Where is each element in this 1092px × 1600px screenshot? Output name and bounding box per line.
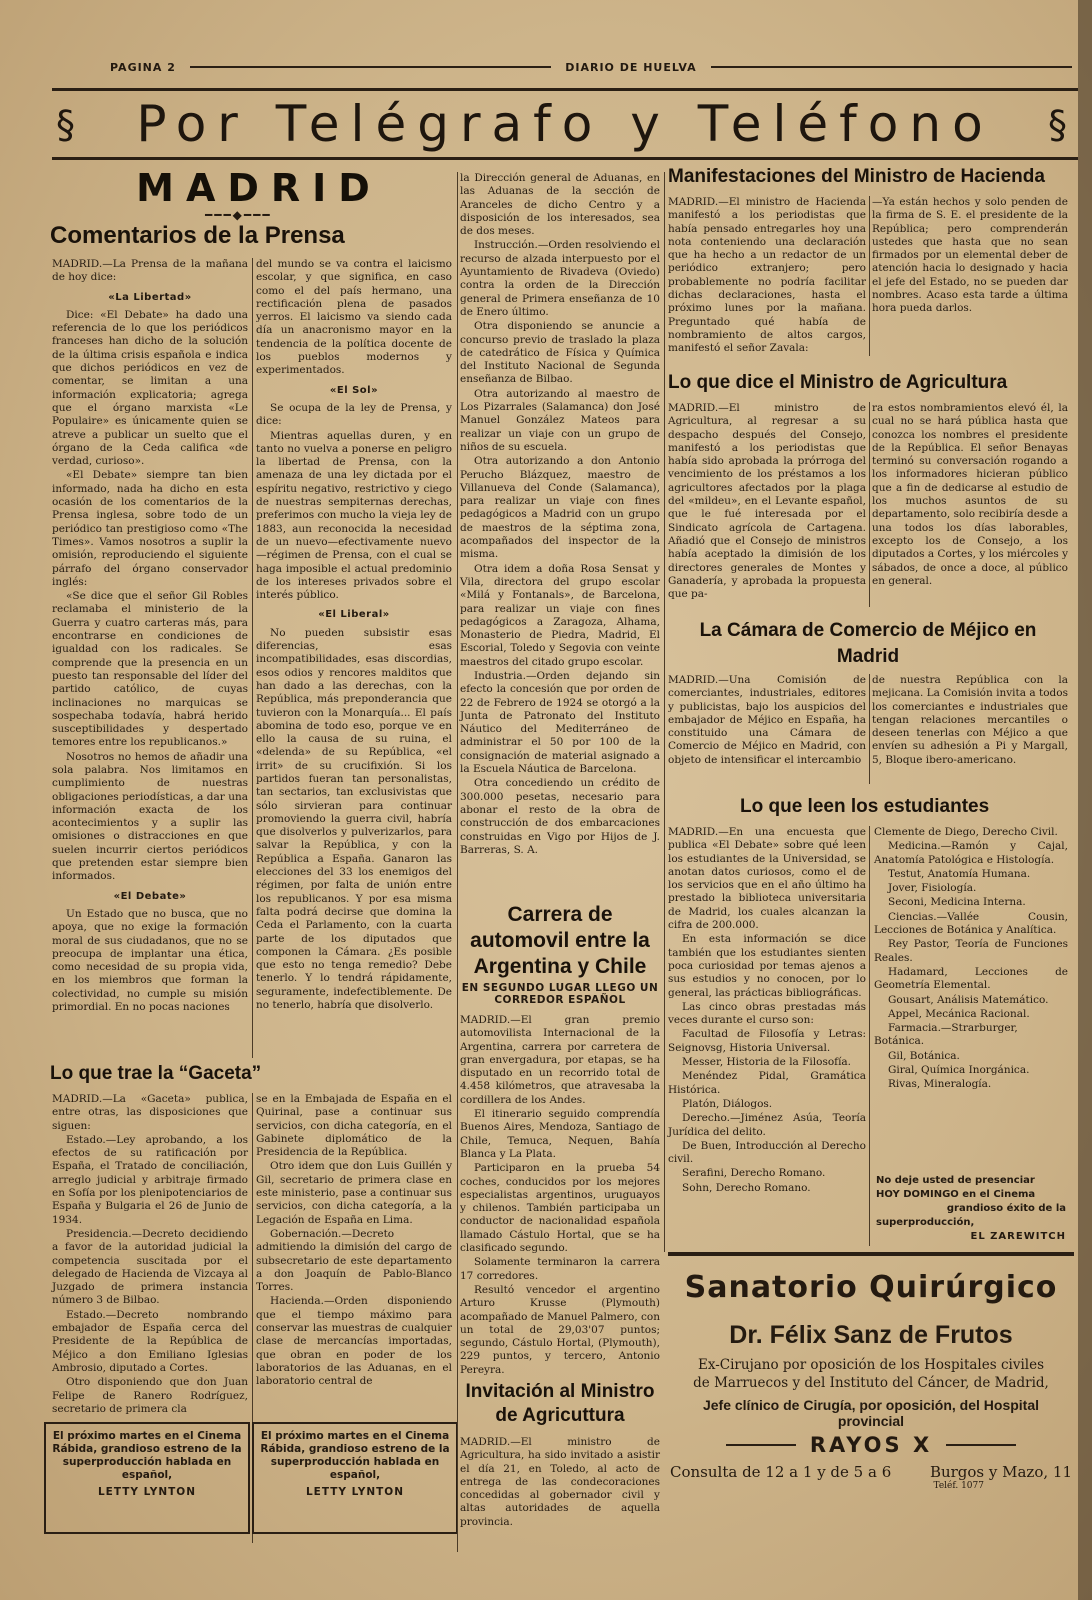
cinema-notice-right (876, 1174, 1066, 1244)
gaceta-p: Estado.—Decreto nombrando embajador de España cerca del Presidente de la República de Méjico a don Emiliano Iglesias Ambrosio, diputado a Cortes. (52, 1308, 248, 1374)
estudiantes-p: Facultad de Filosofía y Letras: Seignovsg, Historia Universal. (668, 1028, 866, 1054)
gaceta-p: Otra concediendo un crédito de 300.000 pesetas, necesario para abonar el resto de la obra de construcción de dos embarcaciones construidas en Vigo por Hijos de J. Barreras, S. A. (460, 777, 660, 856)
gaceta-col-1 (52, 1093, 248, 1413)
estudiantes-p: Appel, Mecánica Racional. (888, 1007, 1030, 1020)
source-label: «El Sol» (329, 384, 379, 396)
agricultura-col-2 (872, 402, 1068, 610)
column-rule (869, 402, 870, 607)
estudiantes-p: Seconi, Medicina Interna. (888, 896, 1026, 909)
source-label: «El Liberal» (318, 609, 390, 621)
cinema-ad-text: El próximo martes en el Cinema Rábida, grandioso estreno de la superproducción hablada en español, (260, 1430, 450, 1481)
carrera-subheadline: EN SEGUNDO LUGAR LLEGO UN CORREDOR ESPAÑOL (461, 982, 659, 1006)
cinema-notice-line: HOY DOMINGO en el Cinema (876, 1189, 1036, 1200)
gaceta-p: Otra autorizando al maestro de Los Pizarrales (Salamanca) don José Manuel González Mateos para realizar un viaje con un grupo de niños de su escuela. (460, 387, 660, 453)
estudiantes-p: Ciencias.—Vallée Cousin, Lecciones de Botánica y Analítica. (874, 910, 1068, 937)
source-label: «El Debate» (113, 890, 187, 902)
prensa-p: Dice: «El Debate» ha dado una referencia de lo que los periódicos franceses han dicho de la solución de la última crisis española e indica que dichos periódicos en vez de comentar, se limitan a una información explicatoria; agrega que el órgano marxista «Le Populaire» es únicamente quien se atreve a publicar un suelto que el órgano de la Ceda califica «de verdad, curioso». (52, 308, 248, 468)
gaceta-p: Hacienda.—Orden disponiendo que el tiempo máximo para conservar las muestras de cualquier clase de mercancías importadas, que obran en poder de los laboratorios de las Aduanas, en el laboratorio central de (256, 1295, 452, 1388)
gaceta-headline: Lo que trae la “Gaceta” (50, 1063, 262, 1084)
prensa-p: Nosotros no hemos de añadir una sola palabra. Nos limitamos en cumplimiento de nuestras obligaciones periodísticas, a dar una información exacta de los acontecimientos y a suplir las omisiones o distracciones en que suelen incurrir ciertos periódicos que pretenden estar siempre bien informados. (52, 750, 248, 883)
cinema-notice-line: No deje usted de presenciar (876, 1175, 1035, 1186)
prensa-p: No pueden subsistir esas diferencias, esas incompatibilidades, esas discordias, esos odios y rencores malditos que han dado a las derechas, con la República, más preponderancia que tuvieron con la Monarquía... El país abomina de todo eso, porque ve en ello la causa de su ruina, el «delenda» de su República, «el irrit» de su crucifixión. Si los partidos fueran tan personalistas, tan sectarios, tan exclusivistas que sólo sirvieran para continuar promoviendo la guerra civil, habría que disolverlos y pulverizarlos, para salvar la República, y con la República a España. Ganaron las elecciones del 33 los enemigos del régimen, por falta de unión entre los republicanos. Y por esa misma falta podrá decirse que domina la Ceda el Parlamento, con la cuarta parte de los diputados que componen la Cámara. ¿Es posible que esto no tenga remedio? Debe tenerlo. Y lo tendrá rápidamente, seguramente, indefectiblemente. De no tenerlo, habría que disolverlo. (256, 626, 452, 1012)
estudiantes-p: Messer, Historia de la Filosofía. (682, 1056, 852, 1069)
gaceta-p: Industria.—Orden dejando sin efecto la concesión que por orden de 22 de Febrero de 1924 se otorgó a la Junta de Patronato del Instituto Náutico del Mediterráneo de administrar el 50 por 100 de la consignación de material asignado a la Escuela Náutica de Barcelona. (460, 669, 660, 776)
estudiantes-p: Rey Pastor, Teoría de Funciones Reales. (874, 938, 1068, 964)
estudiantes-p: Testut, Anatomía Humana. (888, 867, 1031, 880)
gaceta-p: la Dirección general de Aduanas, en las Aduanas de la sección de Aranceles de dicho Centro y a disposición de los interesados, sea de dos meses. (460, 172, 660, 238)
column-rule (252, 258, 253, 1058)
estudiantes-p: En esta información se dice también que los estudiantes sienten poca curiosidad por temas ajenos a sus estudios y no conocen, por lo general, las prácticas bibliográficas. (668, 933, 866, 999)
estudiantes-p: Gousart, Análisis Matemático. (888, 993, 1049, 1006)
camara-col-2 (872, 674, 1068, 786)
cinema-notice-line: grandioso éxito de la (946, 1203, 1066, 1214)
prensa-p: Mientras aquellas duren, y en tanto no vuelva a ponerse en peligro la libertad de Prensa, con la amenaza de una ley dictada por el espíritu negativo, restrictivo y ciego de nuestras sempiternas derechas, preferimos con mucho la vieja ley de 1883, aun reconocida la necesidad de un nuevo—efectivamente nuevo—régimen de Prensa, con el cual se haga imposible el actual predominio de los intereses privados sobre el interés público. (256, 429, 452, 602)
prensa-p: MADRID.—La Prensa de la mañana de hoy dice: (52, 258, 248, 284)
carrera-headline: Carrera de automovil entre la Argentina y Chile (470, 903, 650, 978)
folio-bar (110, 56, 1072, 78)
estudiantes-p: Medicina.—Ramón y Cajal, Anatomía Patológica e Histología. (874, 840, 1068, 866)
prensa-headline: Comentarios de la Prensa (50, 222, 345, 249)
column-rule (869, 196, 870, 356)
hospital-position: Jefe clínico de Cirugía, por oposición, del Hospital provincial (702, 1397, 1040, 1429)
estudiantes-p: Gil, Botánica. (888, 1049, 960, 1062)
estudiantes-col-2 (874, 826, 1068, 1166)
gaceta-p: se en la Embajada de España en el Quirinal, pase a continuar sus servicios, con dicha categoría, en el Gabinete diplomático de la Presidencia de la República. (256, 1093, 452, 1159)
estudiantes-p: Farmacia.—Strarburger, Botánica. (874, 1022, 1018, 1048)
doctor-name: Dr. Félix Sanz de Frutos (729, 1321, 1013, 1349)
folio-rule-right (711, 66, 1072, 68)
bracket-ornament-right: § (1048, 103, 1078, 147)
madrid-heading: MADRID (136, 166, 382, 210)
estudiantes-col-1 (668, 826, 866, 1244)
camara-col-1 (668, 674, 866, 786)
gaceta-p: Otra idem a doña Rosa Sensat y Vila, directora del grupo escolar «Milá y Fontanals», de Barcelona, para realizar un viaje con fines pedagógicos a Zaragoza, Alhama, Monasterio de Piedra, Madrid, El Escorial, Toledo y Segovia con veinte maestros del citado grupo escolar. (460, 562, 660, 668)
estudiantes-p: Jover, Fisiología. (888, 882, 977, 895)
page-number: PAGINA 2 (110, 60, 176, 74)
hacienda-col-2 (872, 196, 1068, 366)
column-rule (664, 172, 665, 1252)
estudiantes-p: Clemente de Diego, Derecho Civil. (874, 826, 1058, 838)
consulta-row (668, 1463, 1074, 1481)
invitacion-p: MADRID.—El ministro de Agricultura, ha sido invitado a asistir el día 21, en Toledo, al acto de entrega de las condecoraciones concedidas al gobernador civil y altas autoridades de aquella provincia. (460, 1436, 660, 1528)
estudiantes-p: Sohn, Derecho Romano. (682, 1181, 811, 1194)
estudiantes-p: MADRID.—En una encuesta que publica «El Debate» sobre qué leen los estudiantes de la Universidad, se anotan datos curiosos, como el de los servicios que en el año último ha prestado la biblioteca universitaria de Madrid, los cuales alcanzan la cifra de 200.000. (668, 826, 866, 932)
cinema-ad-middle (252, 1422, 458, 1534)
prensa-p: Se ocupa de la ley de Prensa, y dice: (256, 401, 452, 428)
masthead-title: Por Telégrafo y Teléfono (136, 95, 994, 153)
xray-banner (668, 1433, 1074, 1457)
newspaper-name: DIARIO DE HUELVA (565, 60, 697, 74)
ornament-divider: ━━━◆━━━ (205, 208, 272, 222)
estudiantes-p: Menéndez Pidal, Gramática Histórica. (668, 1070, 866, 1096)
gaceta-col-2 (256, 1093, 452, 1413)
estudiantes-p: Derecho.—Jiménez Asúa, Teoría Jurídica del delito. (668, 1112, 866, 1138)
hacienda-headline: Manifestaciones del Ministro de Hacienda (668, 166, 1045, 187)
agricultura-headline: Lo que dice el Ministro de Agricultura (668, 372, 1008, 393)
folio-rule (190, 66, 551, 68)
estudiantes-p: Giral, Química Inorgánica. (888, 1064, 1030, 1077)
carrera-col (460, 1014, 660, 1376)
credentials-line: Ex-Cirujano por oposición de los Hospitales civiles (697, 1357, 1045, 1373)
estudiantes-p: Hadamard, Lecciones de Geometría Elemental. (874, 965, 1068, 992)
hacienda-p: MADRID.—El ministro de Hacienda manifestó a los periodistas que había pensado entregarles hoy una nota conteniendo una declaración que ha hecho a un redactor de un periódico extranjero; pero probablemente no podría facilitar dichas declaraciones, hasta el próximo lunes por la mañana. Preguntado qué había de nombramiento de altos cargos, manifestó el señor Zavala: (668, 196, 866, 355)
xray-label: RAYOS X (809, 1433, 933, 1457)
section-masthead (52, 88, 1078, 160)
bracket-ornament-left: § (56, 103, 86, 147)
gaceta-p: Instrucción.—Orden resolviendo el recurso de alzada interpuesto por el Ayuntamiento de Rivadeva (Oviedo) contra la orden de la Dirección general de Primera enseñanza de 10 de Enero último. (460, 239, 660, 318)
cinema-ad-text: El próximo martes en el Cinema Rábida, grandioso estreno de la superproducción hablada en español, (52, 1430, 242, 1481)
estudiantes-headline: Lo que leen los estudiantes (740, 796, 990, 817)
prensa-col-1 (52, 258, 248, 1058)
page-edge-shadow (1078, 0, 1092, 1600)
invitacion-headline: Invitación al Ministro de Agricuttura (465, 1381, 655, 1426)
carrera-p: Participaron en la prueba 54 coches, conducidos por los mejores especialistas argentinos, uruguayos y chilenos. También participaba un conductor de nacionalidad española llamado Cástulo Hortal, que se ha clasificado segundo. (460, 1162, 660, 1255)
gaceta-p: Otro idem que don Luis Guillén y Gil, secretario de primera clase en este ministerio, pase a continuar sus servicios, con dicha categoría, a la Legación de España en Lima. (256, 1160, 452, 1226)
carrera-p: Solamente terminaron la carrera 17 corredores. (460, 1256, 660, 1282)
carrera-p: Resultó vencedor el argentino Arturo Krusse (Plymouth) acompañado de Manuel Palmero, con un total de 29,03'07 puntos; segundo, Cástulo Hortal, (Plymouth), 229 puntos, y tercero, Antonio Pereyra. (460, 1283, 660, 1376)
camara-p: de nuestra República con la mejicana. La Comisión invita a todos los comerciantes e industriales que tengan relaciones mercantiles o deseen tenerlas con Méjico a que envíen su adhesión a Pi y Margall, 5, Bloque ibero-americano. (872, 674, 1068, 766)
camara-p: MADRID.—Una Comisión de comerciantes, industriales, editores y publicistas, bajo los auspicios del embajador de Méjico en España, ha constituido una Cámara de Comercio de Méjico en Madrid, con objeto de intensificar el intercambio (668, 674, 866, 766)
estudiantes-p: Platón, Diálogos. (682, 1097, 773, 1110)
hacienda-p: —Ya están hechos y solo penden de la firma de S. E. el presidente de la República; pero comprenderán ustedes que hasta que no sean firmados por un elemental deber de atención hacia lo designado y hacia el jefe del Estado, no se pueden dar nombres. Acaso esta tarde a última hora pueda darlos. (872, 196, 1068, 315)
invitacion-col (460, 1436, 660, 1546)
gaceta-p: Estado.—Ley aprobando, a los efectos de su ratificación por España, el Tratado de conciliación, arreglo judicial y arbitraje firmado en Sofía por los plenipotenciarios de España y Bulgaria el 26 de Junio de 1934. (52, 1133, 248, 1226)
column-rule (869, 826, 870, 1246)
estudiantes-p: Las cinco obras prestadas más veces durante el curso son: (668, 1000, 866, 1027)
gaceta-p: Gobernación.—Decreto admitiendo la dimisión del cargo de subsecretario de este departamento a don Joaquín de Pablo-Blanco Torres. (256, 1227, 452, 1294)
prensa-p: del mundo se va contra el laicismo escolar, y que significa, en caso como el del país hermano, una rectificación plena de pasados yerros. El laicismo va siendo cada día un anacronismo mayor en la tendencia de la política docente de los pueblos modernos y experimentados. (256, 258, 452, 377)
prensa-p: «El Debate» siempre tan bien informado, nada ha dicho en esta ocasión de los comentarios de la Prensa inglesa, sobre todo de un periódico tan prestigioso como «The Times». Vamos nosotros a suplir la omisión, reproduciendo el siguiente párrafo del órgano conservador inglés: (52, 469, 248, 588)
cinema-ad-left (44, 1422, 250, 1534)
address: Burgos y Mazo, 11 (929, 1463, 1072, 1481)
sanatorio-name: Sanatorio Quirúrgico (684, 1270, 1058, 1305)
gaceta-p: Presidencia.—Decreto decidiendo a favor de la autoridad judicial la competencia suscitada por el delegado de Hacienda de Vizcaya al Juzgado de primera instancia número 3 de Bilbao. (52, 1227, 248, 1307)
cinema-notice-film: EL ZAREWITCH (970, 1231, 1066, 1242)
consulta-hours: Consulta de 12 a 1 y de 5 a 6 (670, 1463, 892, 1481)
estudiantes-p: De Buen, Introducción al Derecho civil. (668, 1139, 866, 1166)
agricultura-p: ra estos nombramientos elevó él, la cual no se hará pública hasta que conozca los nombres el presidente de la República. El señor Benayas terminó su conversación rogando a los informadores hicieran público que a fin de dedicarse al estudio de los muchos asuntos de su departamento, solo recibiría desde a una todos los días laborables, excepto los de Consejo, a los diputados a Cortes, y los miércoles y sábados, de once a doce, al público en general. (872, 402, 1068, 587)
telephone: Teléf. 1077 (933, 1481, 984, 1491)
gaceta-continued-col (460, 172, 660, 904)
source-label: «La Libertad» (108, 291, 192, 303)
cinema-ad-film: LETTY LYNTON (305, 1486, 404, 1498)
column-rule (869, 674, 870, 784)
prensa-col-2 (256, 258, 452, 1058)
prensa-p: «Se dice que el señor Gil Robles reclamaba el ministerio de la Guerra y cuatro carteras más, para encontrarse en condiciones de igualdad con los radicales. Se comprende que la presencia en un puesto tan responsable del líder del partido católico, de cuyas inclinaciones no marquicas se sospechaba todavía, habrá herido susceptibilidades y despertado temores entre los republicanos.» (52, 590, 248, 749)
gaceta-p: Otro disponiendo que don Juan Felipe de Ranero Rodríguez, secretario de primera cla (52, 1376, 248, 1415)
estudiantes-p: Rivas, Mineralogía. (888, 1078, 992, 1091)
agricultura-p: MADRID.—El ministro de Agricultura, al regresar a su despacho después del Consejo, manifestó a los periodistas que había sido aprobada la prórroga del vencimiento de los préstamos a los agricultores afectados por la plaga del «mildeu», en el Levante español, que le fué interesada por el Sindicato agrícola de Cartagena. Añadió que el Consejo de ministros había aceptado la dimisión de los directores generales de Montes y Ganadería, y aprobada la propuesta que pa- (668, 402, 866, 601)
xray-rule-right (946, 1444, 1016, 1446)
sanatorio-advertisement (668, 1252, 1074, 1524)
gaceta-p: Otra disponiendo se anuncie a concurso previo de traslado la plaza de catedrático de Física y Química del Instituto Nacional de Segunda enseñanza de Bilbao. (460, 320, 660, 386)
carrera-p: El itinerario seguido comprendía Buenos Aires, Mendoza, Santiago de Chile, Temuca, Nequen, Bahía Blanca y La Plata. (460, 1108, 660, 1160)
xray-rule-left (726, 1444, 796, 1446)
column-rule (457, 172, 458, 1552)
carrera-p: MADRID.—El gran premio automovilista Internacional de la Argentina, carrera por carretera de gran envergadura, por etapas, se ha disputado en un recorrido total de 4.458 kilómetros, que atravesaba la cordillera de los Andes. (460, 1014, 660, 1106)
agricultura-col-1 (668, 402, 866, 610)
credentials-line: de Marruecos y del Instituto del Cáncer, de Madrid, (693, 1375, 1049, 1391)
hacienda-col-1 (668, 196, 866, 366)
cinema-ad-film: LETTY LYNTON (97, 1486, 196, 1498)
estudiantes-p: Serafini, Derecho Romano. (682, 1167, 826, 1180)
prensa-p: Un Estado que no busca, que no apoya, que no exige la formación moral de sus ciudadanos, que no se preocupa de implantar una ética, como necesidad de su propia vida, en los miembros que forman la colectividad, no cumple su misión primordial. En no pocas naciones (52, 907, 248, 1014)
cinema-notice-line: superproducción, (876, 1217, 975, 1228)
camara-headline: La Cámara de Comercio de Méjico en Madrid (699, 620, 1037, 667)
gaceta-p: MADRID.—La «Gaceta» publica, entre otras, las disposiciones que siguen: (52, 1093, 248, 1132)
gaceta-p: Otra autorizando a don Antonio Perucho Blázquez, maestro de Villanueva del Conde (Salamanca), para realizar un viaje con fines pedagógicos a Madrid con un grupo de maestros de la séptima zona, acompañados del inspector de la misma. (460, 455, 660, 561)
